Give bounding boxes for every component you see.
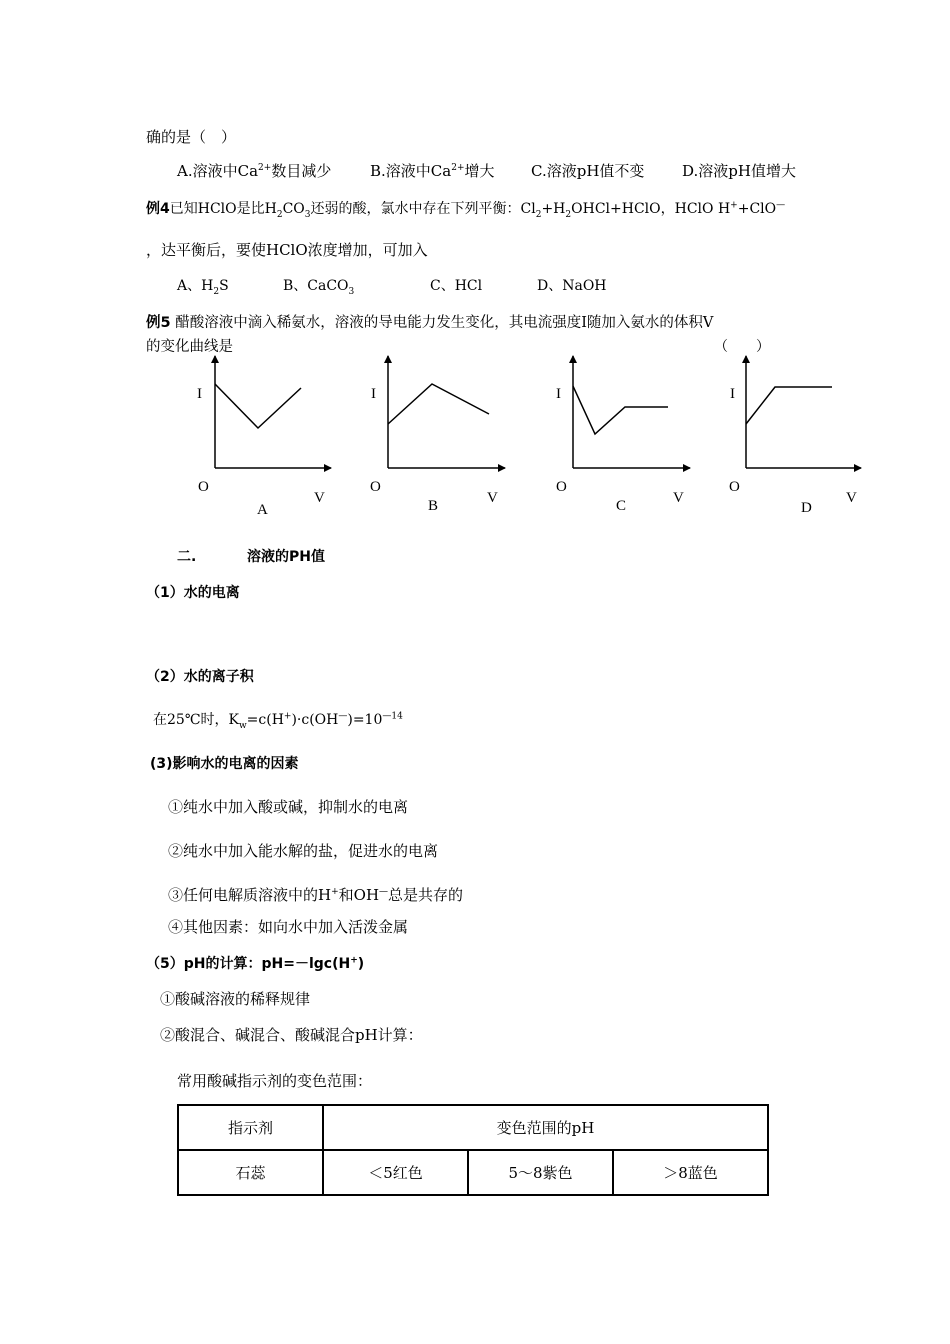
- graph-b: [388, 356, 505, 468]
- table-header-row: [178, 1105, 768, 1150]
- factor-3: ③任何电解质溶液中的H+和OH—总是共存的: [168, 886, 464, 904]
- example4-option-b: B、CaCO$_3$: [283, 278, 355, 297]
- graph-d-y-label: I: [730, 386, 735, 402]
- kw-formula: 在25℃时，$K_w=c(H^+)\cdot c(OH^—)=10^{—14}$: [153, 711, 403, 731]
- graph-b-origin: O: [370, 479, 381, 495]
- graph-c-x-label: V: [673, 490, 684, 506]
- indicator-table: [177, 1104, 769, 1196]
- subsection-2-heading: （2）水的离子积: [146, 669, 254, 685]
- example5-question-line2: 的变化曲线是: [146, 339, 233, 355]
- example3-option-c: C.溶液pH值不变: [531, 162, 645, 180]
- table-cell: ＞8蓝色: [613, 1150, 768, 1195]
- example4-label: 例4: [146, 201, 170, 217]
- graph-c-origin: O: [556, 479, 567, 495]
- graph-a: [215, 356, 331, 468]
- graph-c-label: C: [616, 498, 627, 514]
- factor-1: ①纯水中加入酸或碱，抑制水的电离: [168, 798, 409, 816]
- table-cell: ＜5红色: [323, 1150, 468, 1195]
- factor-4: ④其他因素：如向水中加入活泼金属: [168, 918, 409, 936]
- graph-d-origin: O: [729, 479, 740, 495]
- table-header-cell: 指示剂: [178, 1105, 323, 1150]
- graph-b-label: B: [428, 498, 439, 514]
- continuation-text: 确的是（ ）: [146, 128, 237, 146]
- example4-question: 例4已知HClO是比$H_2CO_3$还弱的酸，氯水中存在下列平衡：$Cl_2+H_2OHCl+HClO$，HClO H++ClO—: [146, 200, 786, 220]
- graph-d-x-label: V: [846, 490, 857, 506]
- calc-rule-2: ②酸混合、碱混合、酸碱混合pH计算：: [160, 1026, 423, 1044]
- example4-option-d: D、NaOH: [537, 278, 607, 294]
- example3-option-b: B.溶液中$Ca^{2+}$增大: [370, 162, 495, 180]
- graph-b-curve: [388, 384, 489, 424]
- graph-d-curve: [746, 387, 832, 424]
- graph-a-curve: [215, 384, 301, 428]
- section-title: 溶液的PH值: [247, 549, 325, 565]
- subsection-3-heading: (3)影响水的电离的因素: [150, 756, 299, 772]
- example3-option-d: D.溶液pH值增大: [682, 162, 796, 180]
- example5-label: 例5: [146, 315, 171, 331]
- example4-question-line2: ，达平衡后，要使HClO浓度增加，可加入: [146, 241, 428, 259]
- graph-d-label: D: [801, 500, 812, 516]
- graph-a-x-label: V: [314, 490, 325, 506]
- table-header-cell: 变色范围的pH: [323, 1105, 768, 1150]
- graph-b-y-label: I: [371, 386, 376, 402]
- graph-a-label: A: [257, 502, 268, 518]
- table-caption: 常用酸碱指示剂的变色范围：: [177, 1072, 373, 1090]
- calc-rule-1: ①酸碱溶液的稀释规律: [160, 990, 311, 1008]
- graph-c-y-label: I: [556, 386, 561, 402]
- example4-option-a: A、$H_2S$: [177, 278, 229, 297]
- graph-c: [573, 356, 690, 468]
- table-row: [178, 1150, 768, 1195]
- factor-2: ②纯水中加入能水解的盐，促进水的电离: [168, 842, 439, 860]
- graph-d: [746, 356, 861, 468]
- section-number: 二.: [177, 549, 197, 565]
- table-cell: 石蕊: [178, 1150, 323, 1195]
- subsection-5-heading: （5）pH的计算：pH=－lgc(H+): [146, 955, 365, 972]
- graph-c-curve: [573, 386, 668, 434]
- subsection-1-heading: （1）水的电离: [146, 585, 240, 601]
- example3-option-a: A.溶液中$Ca^{2+}$数目减少: [177, 162, 332, 180]
- graph-b-x-label: V: [487, 490, 498, 506]
- table-cell: 5～8紫色: [468, 1150, 613, 1195]
- example5-answer-blank: （ ）: [714, 339, 770, 355]
- graph-a-y-label: I: [197, 386, 202, 402]
- graph-a-origin: O: [198, 479, 209, 495]
- example4-option-c: C、HCl: [430, 278, 483, 294]
- example5-question: 例5 醋酸溶液中滴入稀氨水，溶液的导电能力发生变化，其电流强度I随加入氨水的体积V: [146, 315, 714, 331]
